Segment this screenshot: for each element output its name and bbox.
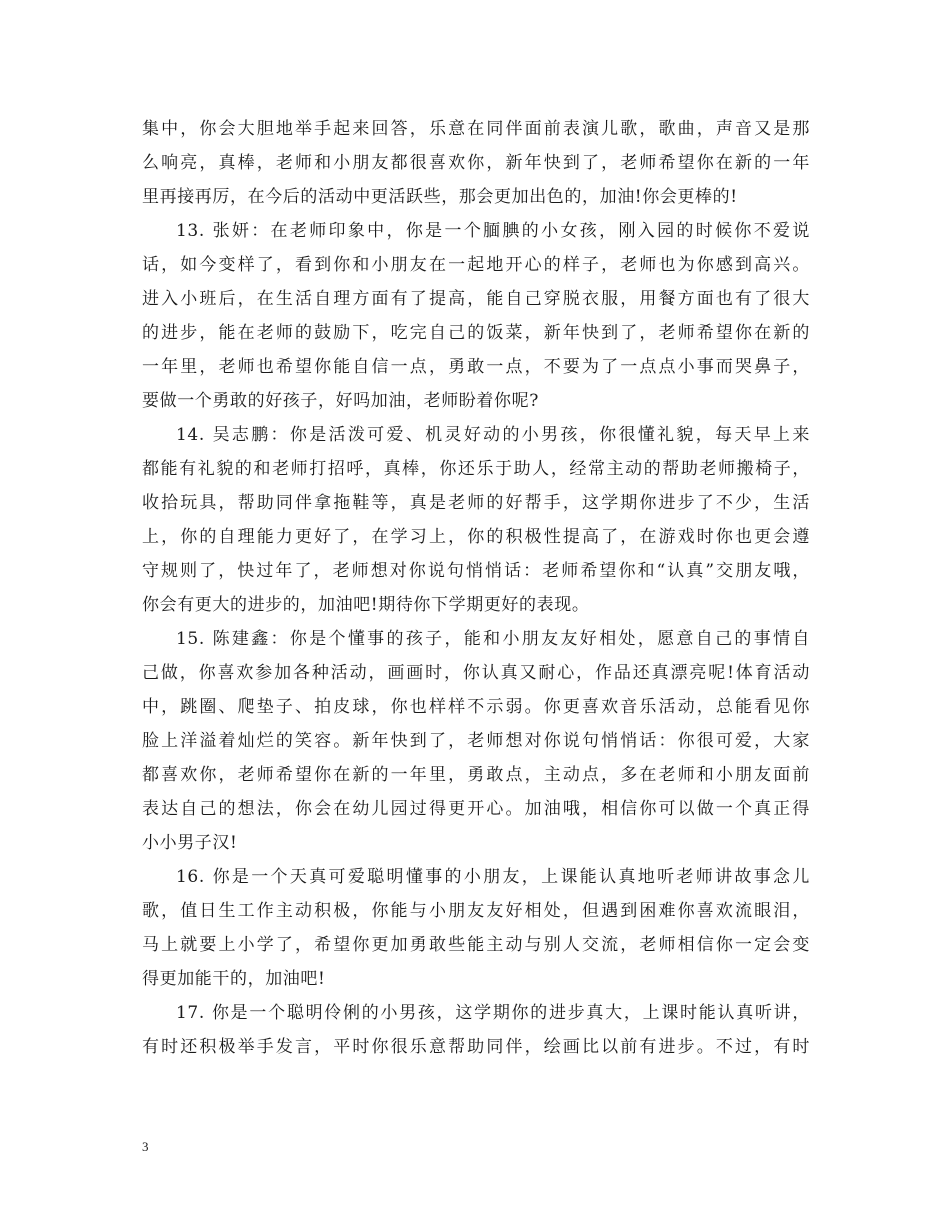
text-line: 上，你的自理能力更好了，在学习上，你的积极性提高了，在游戏时你也更会遵 bbox=[142, 527, 810, 547]
text-line: 13. 张妍：在老师印象中，你是一个腼腆的小女孩，刚入园的时候你不爱说 bbox=[176, 221, 810, 241]
text-line: 都喜欢你，老师希望你在新的一年里，勇敢点，主动点，多在老师和小朋友面前 bbox=[142, 765, 810, 785]
text-line: 小小男子汉! bbox=[142, 833, 238, 853]
text-line: 表达自己的想法，你会在幼儿园过得更开心。加油哦，相信你可以做一个真正得 bbox=[142, 799, 810, 819]
text-line: 16. 你是一个天真可爱聪明懂事的小朋友，上课能认真地听老师讲故事念儿 bbox=[176, 867, 810, 887]
text-line: 集中，你会大胆地举手起来回答，乐意在同伴面前表演儿歌，歌曲，声音又是那 bbox=[142, 119, 810, 139]
text-line: 要做一个勇敢的好孩子，好吗加油，老师盼着你呢? bbox=[142, 391, 539, 411]
document-body bbox=[142, 112, 810, 1064]
text-line: 么响亮，真棒，老师和小朋友都很喜欢你，新年快到了，老师希望你在新的一年 bbox=[142, 153, 810, 173]
text-line: 话，如今变样了，看到你和小朋友在一起地开心的样子，老师也为你感到高兴。 bbox=[142, 255, 810, 275]
text-line: 守规则了，快过年了，老师想对你说句悄悄话：老师希望你和“认真”交朋友哦， bbox=[142, 561, 810, 581]
text-line: 歌，值日生工作主动积极，你能与小朋友友好相处，但遇到困难你喜欢流眼泪， bbox=[142, 901, 810, 921]
text-line: 有时还积极举手发言，平时你很乐意帮助同伴，绘画比以前有进步。不过，有时 bbox=[142, 1037, 810, 1057]
text-line: 15. 陈建鑫：你是个懂事的孩子，能和小朋友友好相处，愿意自己的事情自 bbox=[176, 629, 810, 649]
page-number: 3 bbox=[142, 1139, 149, 1154]
text-line: 脸上洋溢着灿烂的笑容。新年快到了，老师想对你说句悄悄话：你很可爱，大家 bbox=[142, 731, 810, 751]
text-line: 14. 吴志鹏：你是活泼可爱、机灵好动的小男孩，你很懂礼貌，每天早上来 bbox=[176, 425, 810, 445]
text-line: 你会有更大的进步的，加油吧!期待你下学期更好的表现。 bbox=[142, 595, 590, 615]
text-line: 得更加能干的，加油吧! bbox=[142, 969, 326, 989]
text-line: 中，跳圈、爬垫子、拍皮球，你也样样不示弱。你更喜欢音乐活动，总能看见你 bbox=[142, 697, 810, 717]
text-line: 都能有礼貌的和老师打招呼，真棒，你还乐于助人，经常主动的帮助老师搬椅子， bbox=[142, 459, 810, 479]
text-line: 进入小班后，在生活自理方面有了提高，能自己穿脱衣服，用餐方面也有了很大 bbox=[142, 289, 810, 309]
text-line: 的进步，能在老师的鼓励下，吃完自己的饭菜，新年快到了，老师希望你在新的 bbox=[142, 323, 810, 343]
text-line: 里再接再厉，在今后的活动中更活跃些，那会更加出色的，加油!你会更棒的! bbox=[142, 187, 738, 207]
text-line: 马上就要上小学了，希望你更加勇敢些能主动与别人交流，老师相信你一定会变 bbox=[142, 935, 810, 955]
text-line: 17. 你是一个聪明伶俐的小男孩，这学期你的进步真大，上课时能认真听讲， bbox=[176, 1003, 810, 1023]
text-line: 己做，你喜欢参加各种活动，画画时，你认真又耐心，作品还真漂亮呢!体育活动 bbox=[142, 663, 810, 683]
text-line: 一年里，老师也希望你能自信一点，勇敢一点，不要为了一点点小事而哭鼻子， bbox=[142, 357, 810, 377]
text-line: 收拾玩具，帮助同伴拿拖鞋等，真是老师的好帮手，这学期你进步了不少，生活 bbox=[142, 493, 810, 513]
